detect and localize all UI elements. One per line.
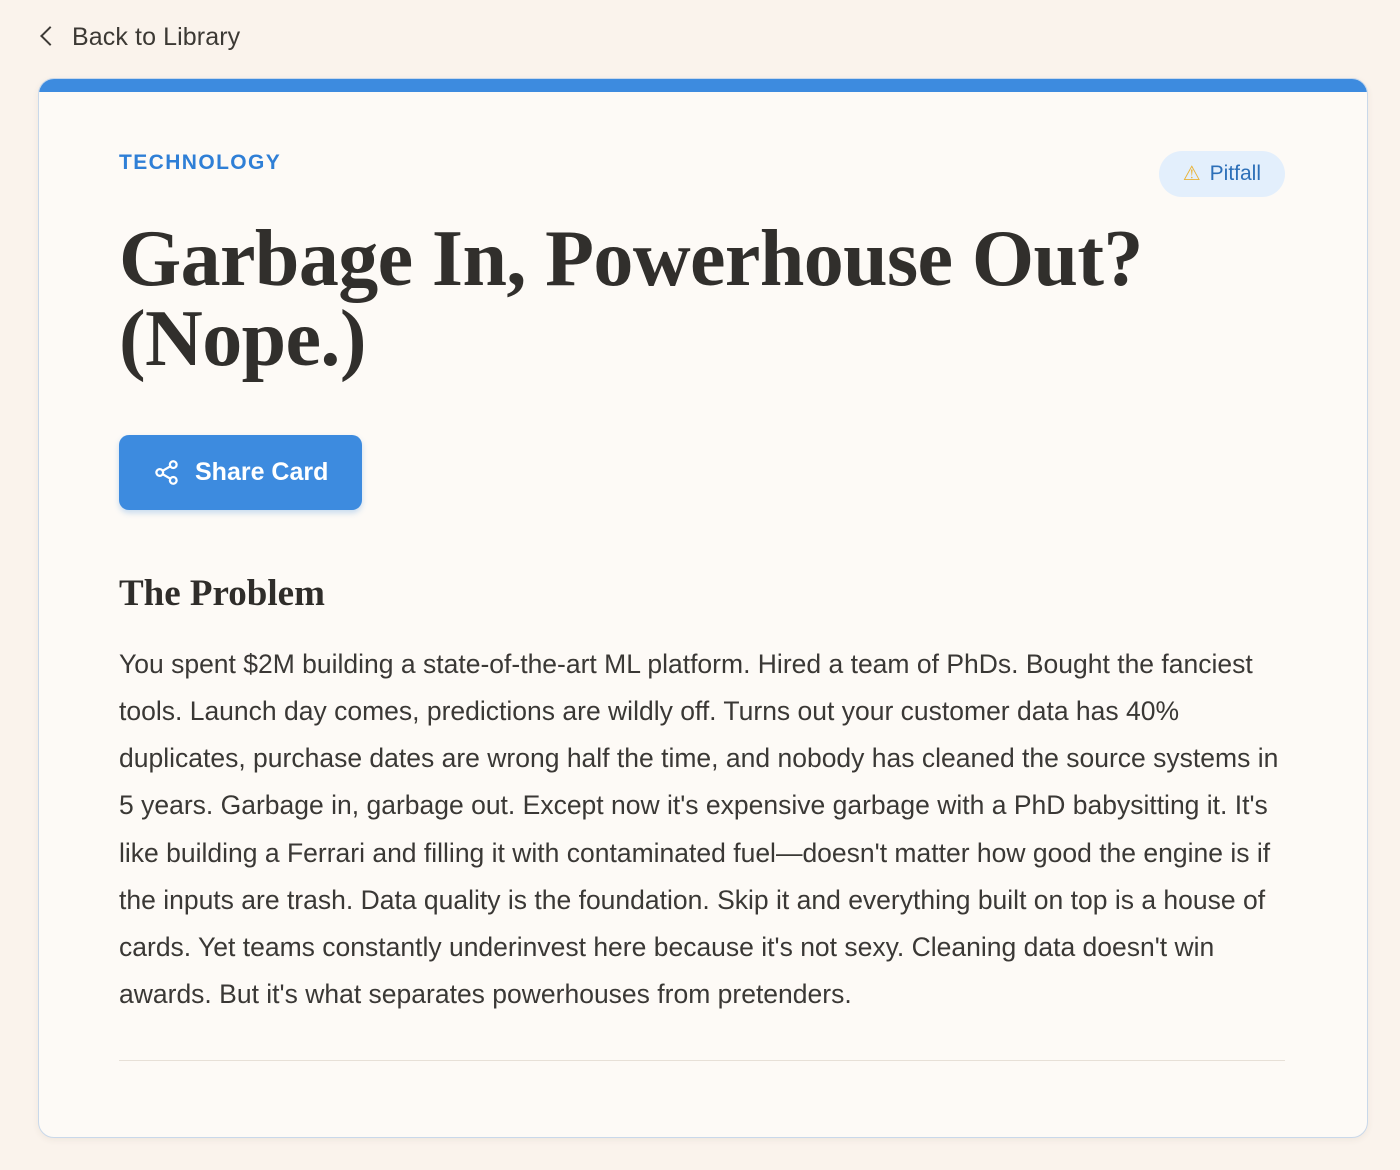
- back-to-library-link[interactable]: [0, 0, 1400, 52]
- status-badge-label: Pitfall: [1209, 162, 1261, 185]
- card-accent-bar: [39, 79, 1367, 92]
- share-card-button[interactable]: [119, 435, 362, 510]
- category-label: TECHNOLOGY: [119, 151, 282, 174]
- warning-triangle-icon: ⚠: [1182, 163, 1201, 185]
- page-title: Garbage In, Powerhouse Out? (Nope.): [119, 215, 1143, 383]
- card-content: [39, 79, 1367, 1061]
- section-title: The Problem: [119, 573, 325, 614]
- card-header: [119, 151, 1285, 197]
- status-badge: [1159, 151, 1285, 197]
- article-card: [38, 78, 1368, 1138]
- section-divider: [119, 1060, 1285, 1061]
- share-nodes-icon: [153, 459, 180, 486]
- back-to-library-label: Back to Library: [72, 22, 241, 51]
- chevron-left-icon: [38, 24, 58, 50]
- section-body: You spent $2M building a state-of-the-art ML platform. Hired a team of PhDs. Bought the fanciest tools. Launch day comes, predictions are wildly off. Turns out your customer data has 40% duplicates, purchase dates are wrong half the time, and nobody has cleaned the source systems in 5 years. Garbage in, garbage out. Except now it's expensive garbage with a PhD babysitting it. It's like building a Ferrari and filling it with contaminated fuel—doesn't matter how good the engine is if the inputs are trash. Data quality is the foundation. Skip it and everything built on top is a house of cards. Yet teams constantly underinvest here because it's not sexy. Cleaning data doesn't win awards. But it's what separates powerhouses from pretenders.: [119, 649, 1279, 1010]
- share-card-label: Share Card: [195, 458, 329, 486]
